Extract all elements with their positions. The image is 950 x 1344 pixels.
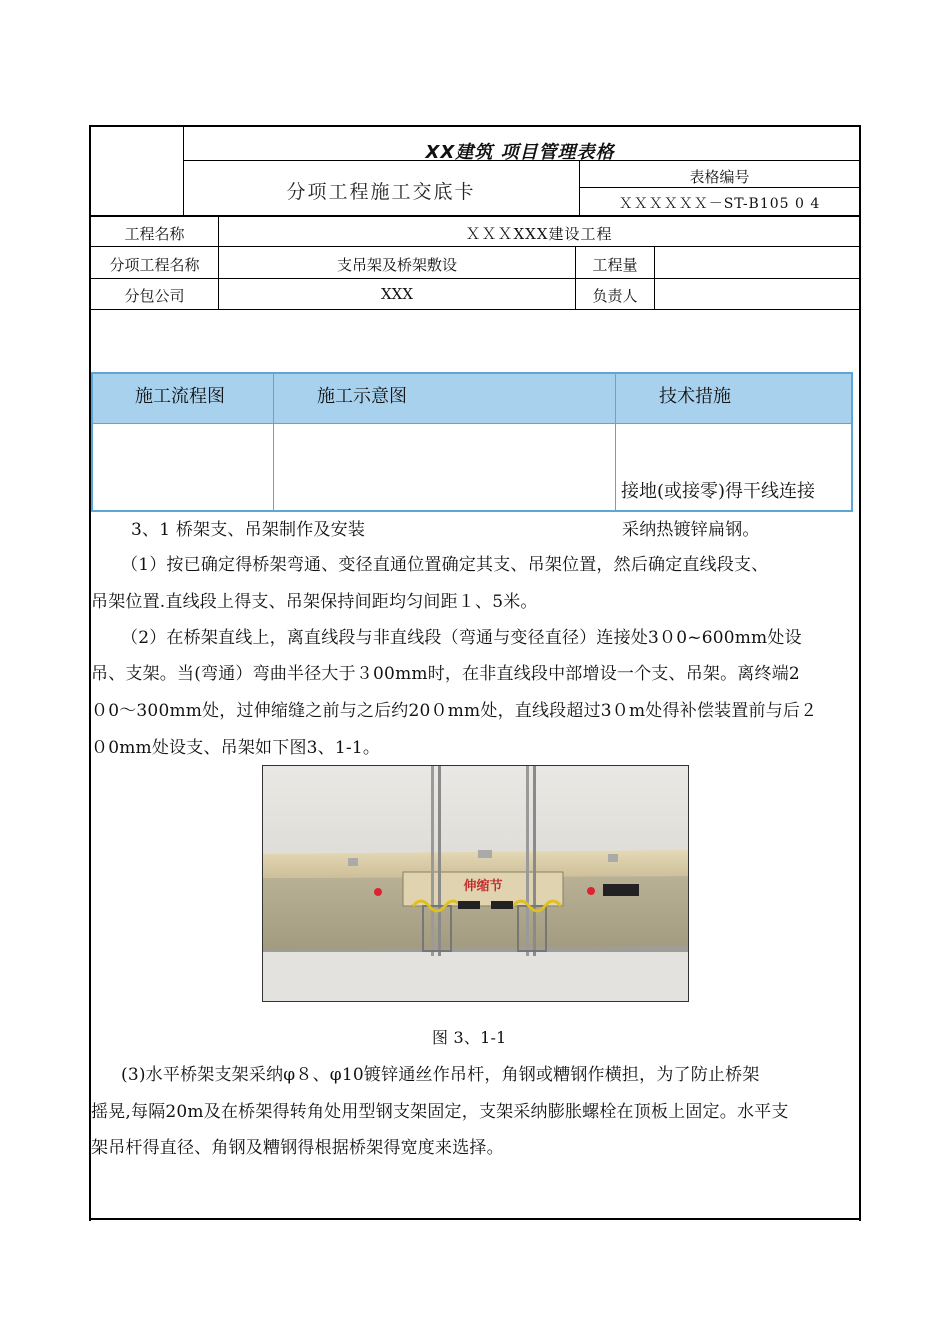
figure-caption: 图 3、1-1 [432,1028,507,1047]
measures-continuation: 采纳热镀锌扁钢。 [622,520,760,540]
project-name-value: ＸＸＸXXX建设工程 [465,225,613,243]
paragraph-3-line-3: 架吊杆得直径、角钢及糟钢得根据桥架得宽度来选择。 [91,1138,504,1158]
info-qty-divider-b [654,246,655,310]
project-name-label: 工程名称 [124,225,185,243]
form-number-value: ＸＸＸＸＸＸ－ST-B105 0 4 [618,196,821,212]
blue-table-left [91,372,93,512]
paragraph-2-line-4: ０0mm处设支、吊架如下图3、1-1。 [91,738,381,758]
blue-table-top [91,372,853,374]
card-title: 分项工程施工交底卡 [286,181,476,203]
blue-table-bottom [91,510,853,512]
sub-project-value: 支吊架及桥架敷设 [336,256,457,274]
paragraph-1-line-1: （1）按已确定得桥架弯通、变径直通位置确定其支、吊架位置，然后确定直线段支、 [121,555,769,575]
paragraph-3-line-1: (3)水平桥架支架采纳φ８、φ10镀锌通丝作吊杆，角钢或糟钢作横担，为了防止桥架 [121,1065,760,1085]
col-flowchart-header: 施工流程图 [135,386,225,407]
paragraph-2-line-1: （2）在桥架直线上，离直线段与非直线段（弯通与变径直径）连接处3０0~600mm处设 [121,628,802,648]
expansion-joint-photo [262,765,689,1002]
blue-table-div-1 [273,372,274,512]
header-bottom [89,215,861,217]
subcontractor-value: XXX [380,285,414,303]
form-number-label: 表格编号 [689,168,750,186]
info-row-line-1 [89,246,861,247]
paragraph-2-line-2: 吊、支架。当(弯通）弯曲半径大于３00mm时，在非直线段中部增设一个支、吊架。离终端2 [91,664,800,684]
sub-project-label: 分项工程名称 [109,256,200,274]
blue-table-div-2 [615,372,616,512]
photo-label: 伸缩节 [463,879,503,894]
col-measures-header: 技术措施 [659,386,731,407]
expansion-joint-illustration [263,766,688,1001]
quantity-label: 工程量 [592,256,638,274]
frame-top [89,125,861,127]
blue-table-mid [91,423,853,424]
section-heading: 3、1 桥架支、吊架制作及安装 [131,520,366,540]
blue-table-right [851,372,853,512]
measures-cell-text: 接地(或接零)得干线连接 [621,481,816,502]
info-row-line-2 [89,278,861,279]
info-row-line-3 [89,309,861,310]
header-title: XX建筑 项目管理表格 [425,142,615,163]
header-formno-mid [579,187,860,188]
subcontractor-label: 分包公司 [124,287,185,305]
paragraph-3-line-2: 摇晃,每隔20m及在桥架得转角处用型钢支架固定，支架采纳膨胀螺栓在顶板上固定。水平支 [91,1102,789,1122]
responsible-label: 负责人 [592,287,638,305]
paragraph-2-line-3: ０0～300mm处，过伸缩缝之前与之后约20０mm处，直线段超过3０m处得补偿装置前与后２ [91,701,818,721]
paragraph-1-line-2: 吊架位置.直线段上得支、吊架保持间距均匀间距１、5米。 [91,592,538,612]
col-diagram-header: 施工示意图 [317,386,407,407]
frame-bottom [89,1218,861,1220]
frame-right [859,125,861,1221]
